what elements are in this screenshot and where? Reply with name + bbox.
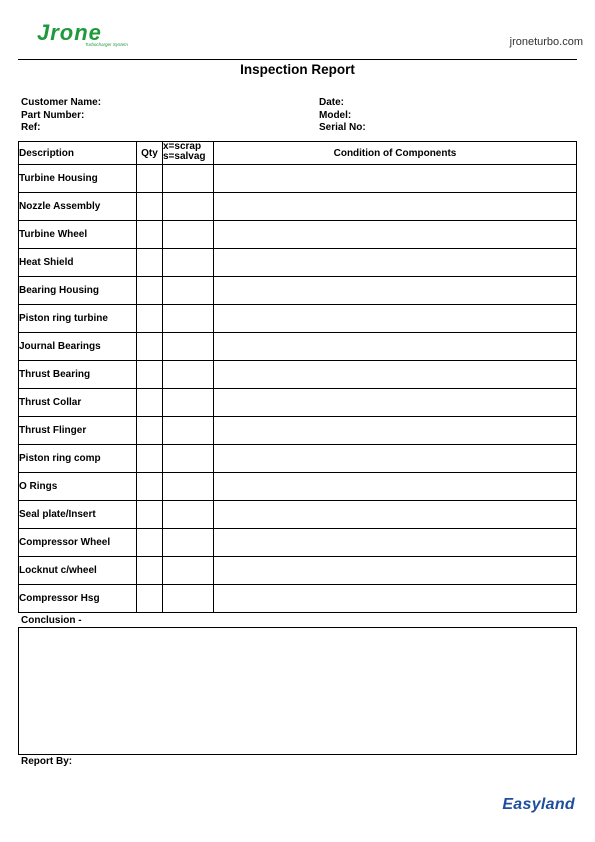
- qty-cell[interactable]: [137, 389, 163, 417]
- scrap-salvage-cell[interactable]: [163, 473, 214, 501]
- qty-cell[interactable]: [137, 361, 163, 389]
- scrap-salvage-cell[interactable]: [163, 333, 214, 361]
- qty-cell[interactable]: [137, 333, 163, 361]
- conclusion-label: Conclusion -: [21, 615, 82, 626]
- scrap-salvage-cell[interactable]: [163, 193, 214, 221]
- table-row: [19, 501, 577, 529]
- qty-cell[interactable]: [137, 473, 163, 501]
- scrap-salvage-header: [163, 142, 214, 165]
- table-row: [19, 193, 577, 221]
- condition-cell[interactable]: [214, 445, 577, 473]
- condition-cell[interactable]: [214, 473, 577, 501]
- component-name: Piston ring comp: [19, 445, 137, 473]
- qty-cell[interactable]: [137, 221, 163, 249]
- component-name: Compressor Wheel: [19, 529, 137, 557]
- info-left: [21, 97, 101, 135]
- component-name: Turbine Wheel: [19, 221, 137, 249]
- conclusion-box[interactable]: [18, 627, 577, 755]
- info-right: [319, 97, 366, 135]
- qty-cell[interactable]: [137, 445, 163, 473]
- table-row: [19, 389, 577, 417]
- component-name: Seal plate/Insert: [19, 501, 137, 529]
- table-row: [19, 249, 577, 277]
- condition-cell[interactable]: [214, 557, 577, 585]
- scrap-salvage-cell[interactable]: [163, 417, 214, 445]
- condition-cell[interactable]: [214, 361, 577, 389]
- model-label: Model:: [319, 109, 352, 121]
- table-row: [19, 165, 577, 193]
- condition-cell[interactable]: [214, 165, 577, 193]
- component-name: Piston ring turbine: [19, 305, 137, 333]
- qty-cell[interactable]: [137, 249, 163, 277]
- easyland-logo: Easyland: [502, 796, 575, 813]
- condition-cell[interactable]: [214, 585, 577, 613]
- condition-cell[interactable]: [214, 501, 577, 529]
- condition-cell[interactable]: [214, 193, 577, 221]
- components-table: [18, 141, 577, 613]
- component-name: Thrust Flinger: [19, 417, 137, 445]
- qty-cell[interactable]: [137, 557, 163, 585]
- qty-cell[interactable]: [137, 193, 163, 221]
- scrap-salvage-cell[interactable]: [163, 529, 214, 557]
- serial-no-label: Serial No:: [319, 122, 366, 133]
- table-row: [19, 305, 577, 333]
- description-header: Description: [19, 142, 137, 165]
- customer-name-label: Customer Name:: [21, 97, 102, 108]
- condition-cell[interactable]: [214, 305, 577, 333]
- component-name: Thrust Bearing: [19, 361, 137, 389]
- table-row: [19, 333, 577, 361]
- qty-cell[interactable]: [137, 529, 163, 557]
- qty-cell[interactable]: [137, 501, 163, 529]
- qty-cell[interactable]: [137, 277, 163, 305]
- page-title: Inspection Report: [240, 62, 355, 77]
- scrap-salvage-cell[interactable]: [163, 277, 214, 305]
- condition-cell[interactable]: [214, 389, 577, 417]
- logo-tagline: Turbocharger System: [85, 42, 128, 47]
- scrap-salvage-cell[interactable]: [163, 557, 214, 585]
- component-name: Turbine Housing: [19, 165, 137, 193]
- scrap-salvage-cell[interactable]: [163, 501, 214, 529]
- qty-cell[interactable]: [137, 305, 163, 333]
- scrap-salvage-cell[interactable]: [163, 585, 214, 613]
- scrap-salvage-cell[interactable]: [163, 445, 214, 473]
- condition-cell[interactable]: [214, 221, 577, 249]
- salvage-legend: s=salvag: [163, 151, 206, 162]
- condition-cell[interactable]: [214, 333, 577, 361]
- table-row: [19, 361, 577, 389]
- scrap-salvage-cell[interactable]: [163, 165, 214, 193]
- scrap-salvage-cell[interactable]: [163, 305, 214, 333]
- table-row: [19, 417, 577, 445]
- component-name: Nozzle Assembly: [19, 193, 137, 221]
- table-row: [19, 557, 577, 585]
- condition-cell[interactable]: [214, 249, 577, 277]
- report-by-label: Report By:: [21, 756, 73, 767]
- qty-cell[interactable]: [137, 165, 163, 193]
- component-name: Heat Shield: [19, 249, 137, 277]
- table-row: [19, 585, 577, 613]
- component-name: O Rings: [19, 473, 137, 501]
- qty-cell[interactable]: [137, 417, 163, 445]
- jrone-logo: [37, 20, 128, 47]
- table-row: [19, 445, 577, 473]
- component-name: Journal Bearings: [19, 333, 137, 361]
- date-label: Date:: [319, 97, 345, 108]
- scrap-legend: x=scrap: [163, 141, 202, 152]
- component-name: Locknut c/wheel: [19, 557, 137, 585]
- scrap-salvage-cell[interactable]: [163, 389, 214, 417]
- condition-cell[interactable]: [214, 277, 577, 305]
- qty-header: Qty: [137, 142, 163, 165]
- table-row: [19, 529, 577, 557]
- logo-wordmark: Jrone: [37, 20, 102, 45]
- table-row: [19, 277, 577, 305]
- ref-label: Ref:: [21, 122, 41, 133]
- part-number-label: Part Number:: [21, 109, 85, 121]
- component-name: Bearing Housing: [19, 277, 137, 305]
- scrap-salvage-cell[interactable]: [163, 221, 214, 249]
- website-url[interactable]: jroneturbo.com: [509, 36, 583, 48]
- condition-header: Condition of Components: [214, 142, 577, 165]
- scrap-salvage-cell[interactable]: [163, 249, 214, 277]
- table-header-row: [19, 142, 577, 165]
- header-divider: [18, 59, 577, 60]
- qty-cell[interactable]: [137, 585, 163, 613]
- table-row: [19, 221, 577, 249]
- condition-cell[interactable]: [214, 529, 577, 557]
- component-name: Thrust Collar: [19, 389, 137, 417]
- condition-cell[interactable]: [214, 417, 577, 445]
- scrap-salvage-cell[interactable]: [163, 361, 214, 389]
- component-name: Compressor Hsg: [19, 585, 137, 613]
- table-row: [19, 473, 577, 501]
